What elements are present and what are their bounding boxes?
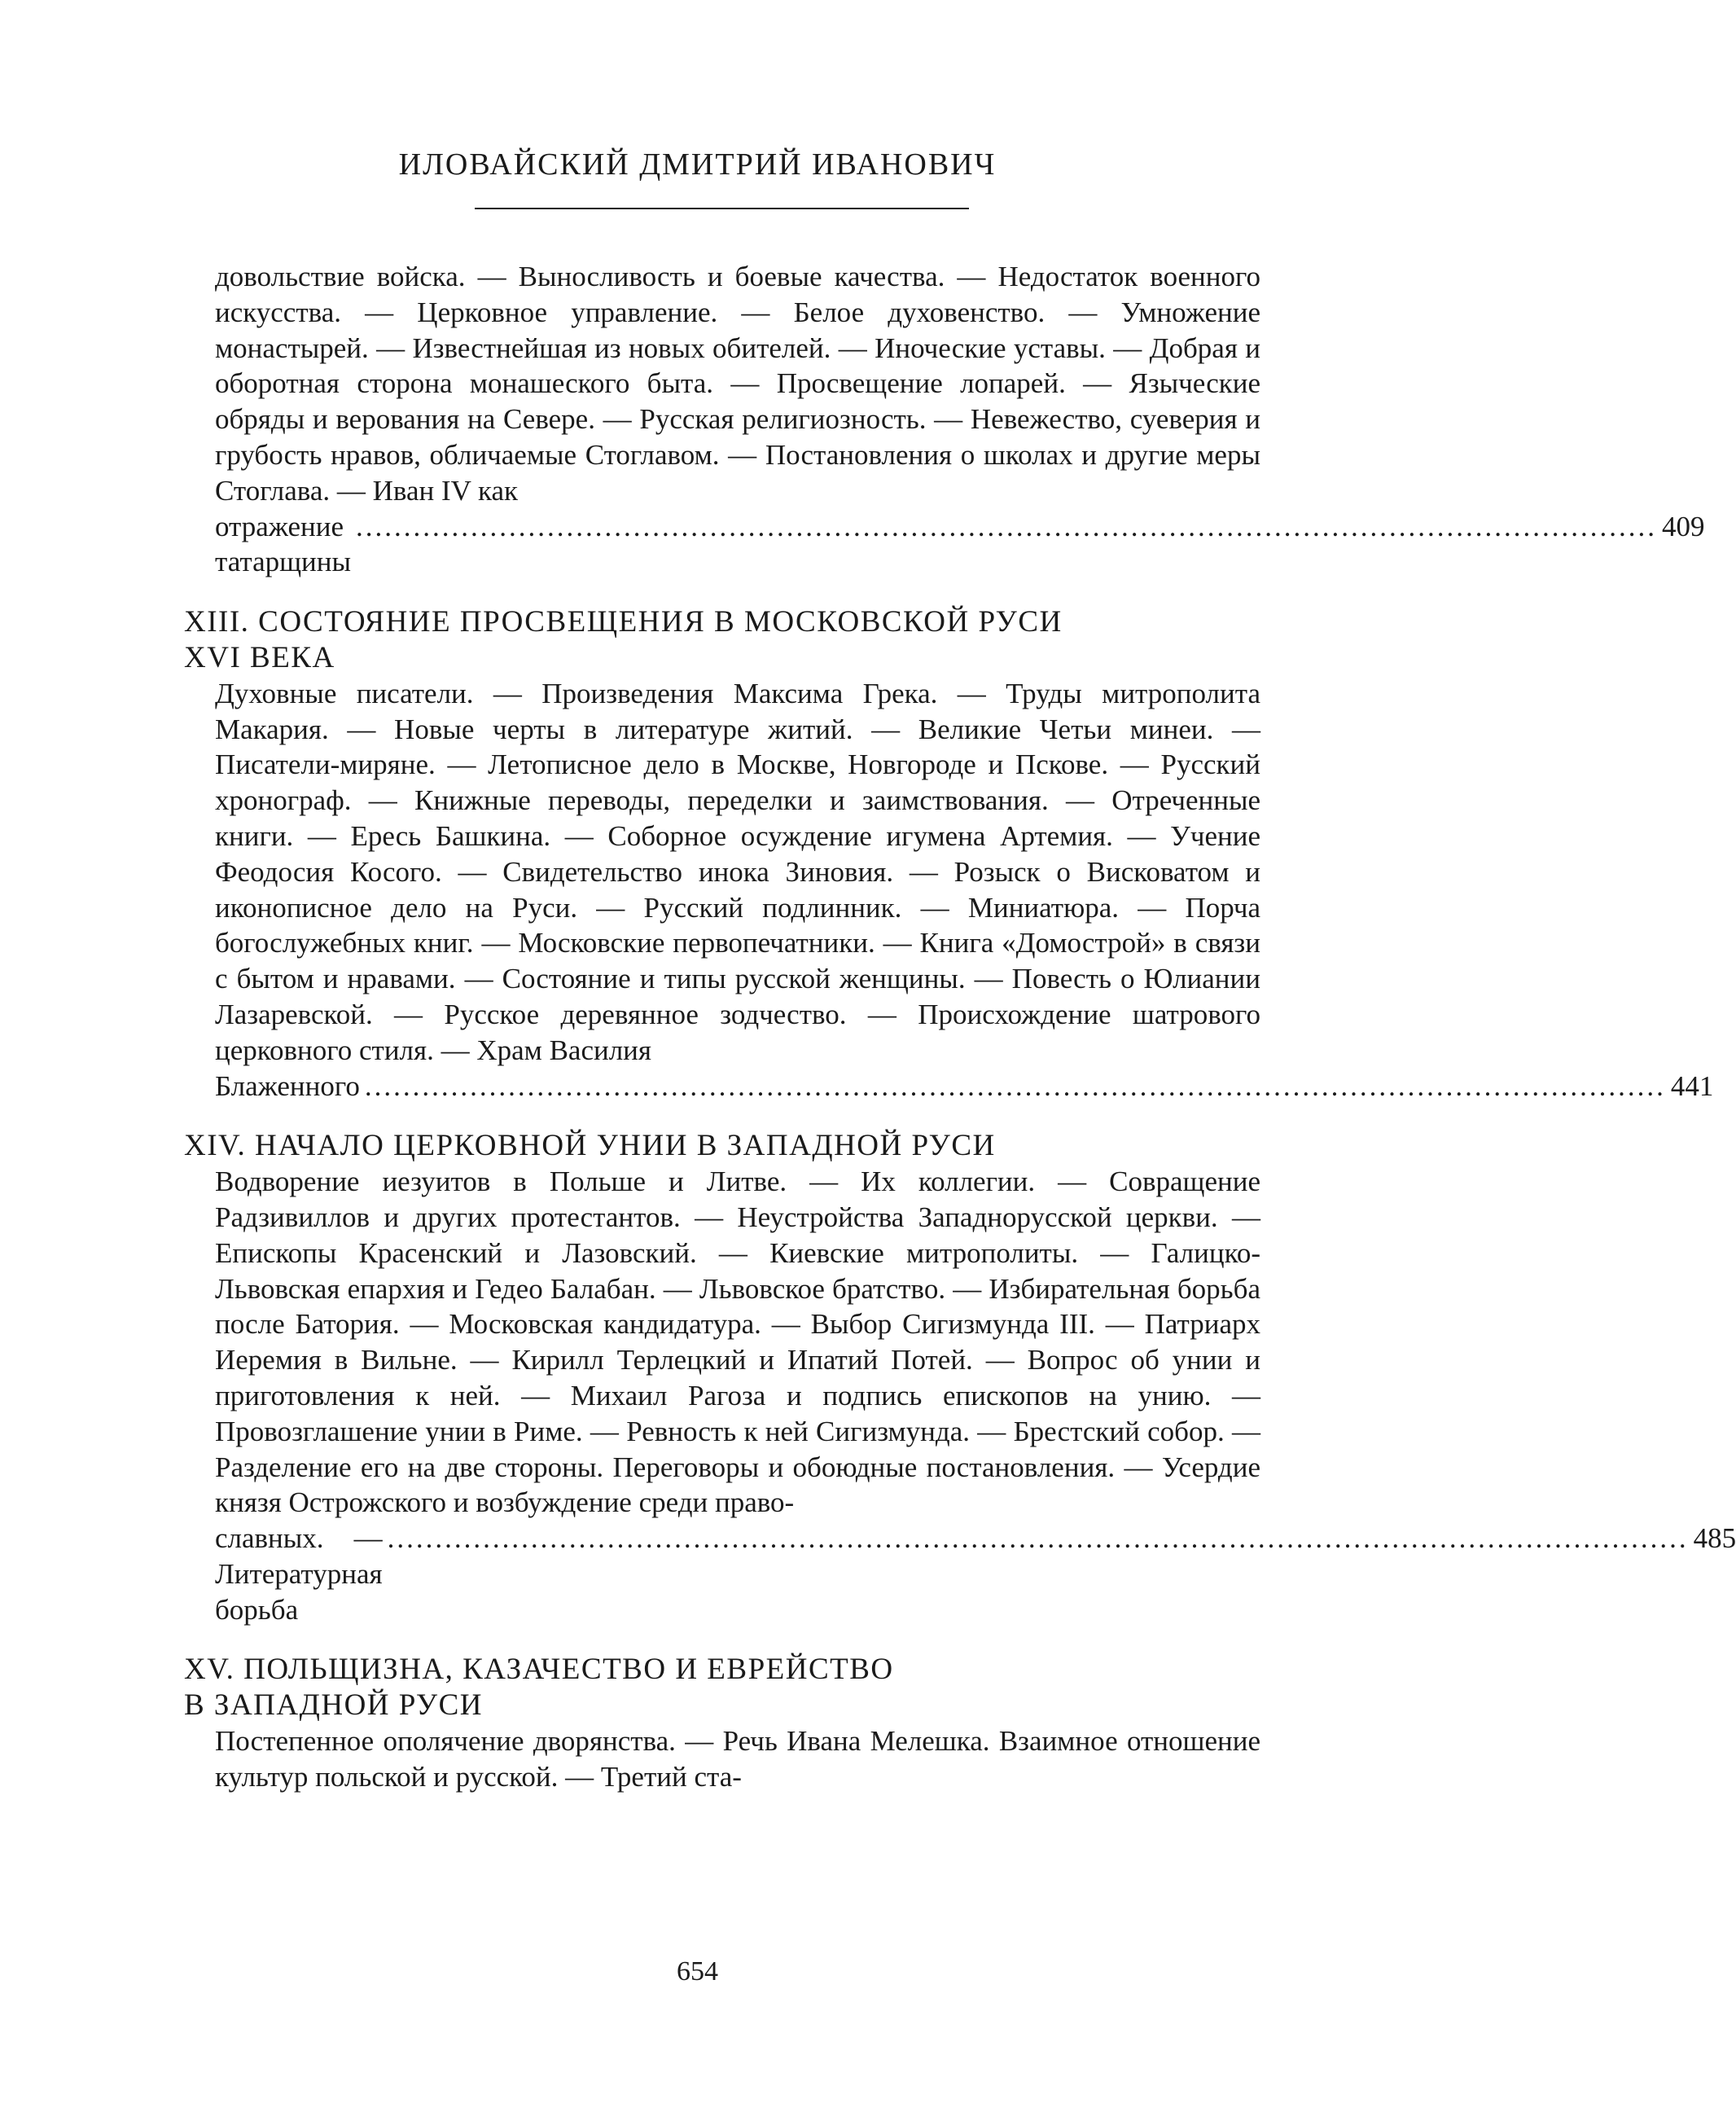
section-description: Водворение иезуитов в Польше и Литве. — Их коллегии. — Совращение Радзивиллов и других протестантов. — Неустройства Западнорусской церкви. — Епископы Красенский и Лазовский. — Киевские митрополиты. — Галицко-Львовская епархия и Гедео Балабан. — Львовское братство. — Избирательная борьба после Батория. — Московская кандидатура. — Выбор Сигизмунда III. — Патриарх Иеремия в Вильне. — Кирилл Терлецкий и Ипатий Потей. — Вопрос об унии и приготовления к ней. — Михаил Рагоза и подпись епископов на унию. — Провозглашение унии в Риме. — Ревность к ней Сигизмунда. — Брестский собор. — Разделение его на две стороны. Переговоры и обоюдные постановления. — Усердие князя Острожского и возбуждение среди право- (215, 1166, 1260, 1519)
toc-page-number: 409 (1662, 510, 1705, 542)
page-number: 654 (677, 1956, 718, 1986)
section-description: Постепенное ополячение дворянства. — Речь Ивана Мелешка. Взаимное отношение культур польской и русской. — Третий ста- (215, 1725, 1260, 1793)
section-body-continued (184, 259, 1705, 580)
dot-leader: ........................................................................................................................................ (356, 510, 1658, 542)
chapter-heading-xiv (184, 1128, 1260, 1164)
toc-entry-line (215, 1521, 1736, 1627)
section-description: довольствие войска. — Выносливость и боевые качества. — Недостаток военного искусства. — Церковное управление. — Белое духовенство. — Умножение монастырей. — Известнейшая из новых обителей. — Иноческие уставы. — Добрая и оборотная сторона монашеского быта. — Просвещение лопарей. — Языческие обряды и верования на Севере. — Русская религиозность. — Невежество, суеверия и грубость нравов, обличаемые Стоглавом. — Постановления о школах и другие меры Стоглава. — Иван IV как (215, 261, 1260, 507)
chapter-heading-xv (184, 1652, 1260, 1723)
section-body-xiii (184, 676, 1714, 1104)
toc-entry-line (215, 509, 1705, 581)
chapter-title-line: XV. ПОЛЬЩИЗНА, КАЗАЧЕСТВО И ЕВРЕЙСТВО (184, 1653, 894, 1687)
toc-entry-tail: отражение татарщины (215, 510, 352, 578)
section-description: Духовные писатели. — Произведения Максима Грека. — Труды митрополита Макария. — Новые черты в литературе житий. — Великие Четьи минеи. — Писатели-миряне. — Летописное дело в Москве, Новгороде и Пскове. — Русский хронограф. — Книжные переводы, переделки и заимствования. — Отреченные книги. — Ересь Башкина. — Соборное осуждение игумена Артемия. — Учение Феодосия Косого. — Свидетельство инока Зиновия. — Розыск о Висковатом и иконописное дело на Руси. — Русский подлинник. — Миниатюра. — Порча богослужебных книг. — Московские первопечатники. — Книга «Домострой» в связи с бытом и нравами. — Состояние и типы русской женщины. — Повесть о Юлиании Лазаревской. — Русское деревянное зодчество. — Происхождение шатрового церковного стиля. — Храм Василия (215, 677, 1260, 1066)
dot-leader: ........................................................................................................................................ (364, 1069, 1666, 1102)
chapter-title-line: В ЗАПАДНОЙ РУСИ (184, 1688, 484, 1723)
toc-entry-tail: славных. — Литературная борьба (215, 1522, 383, 1626)
toc-entry-tail: Блаженного (215, 1069, 360, 1102)
chapter-title-line: XVI ВЕКА (184, 640, 335, 674)
toc-page-number: 485 (1693, 1522, 1736, 1555)
chapter-heading-xiii (184, 604, 1260, 676)
section-body-xiv (184, 1164, 1736, 1627)
page-content (184, 259, 1736, 1795)
header-rule (475, 208, 969, 209)
toc-page-number: 441 (1670, 1069, 1714, 1102)
toc-entry-line (215, 1069, 1714, 1104)
section-body-xv (184, 1723, 1260, 1795)
running-title: ИЛОВАЙСКИЙ ДМИТРИЙ ИВАНОВИЧ (398, 147, 997, 182)
chapter-title-line: XIV. НАЧАЛО ЦЕРКОВНОЙ УНИИ В ЗАПАДНОЙ РУСИ (184, 1129, 996, 1163)
chapter-title-line: XIII. СОСТОЯНИЕ ПРОСВЕЩЕНИЯ В МОСКОВСКОЙ РУСИ (184, 605, 1063, 639)
dot-leader: ........................................................................................................................................ (387, 1522, 1689, 1555)
